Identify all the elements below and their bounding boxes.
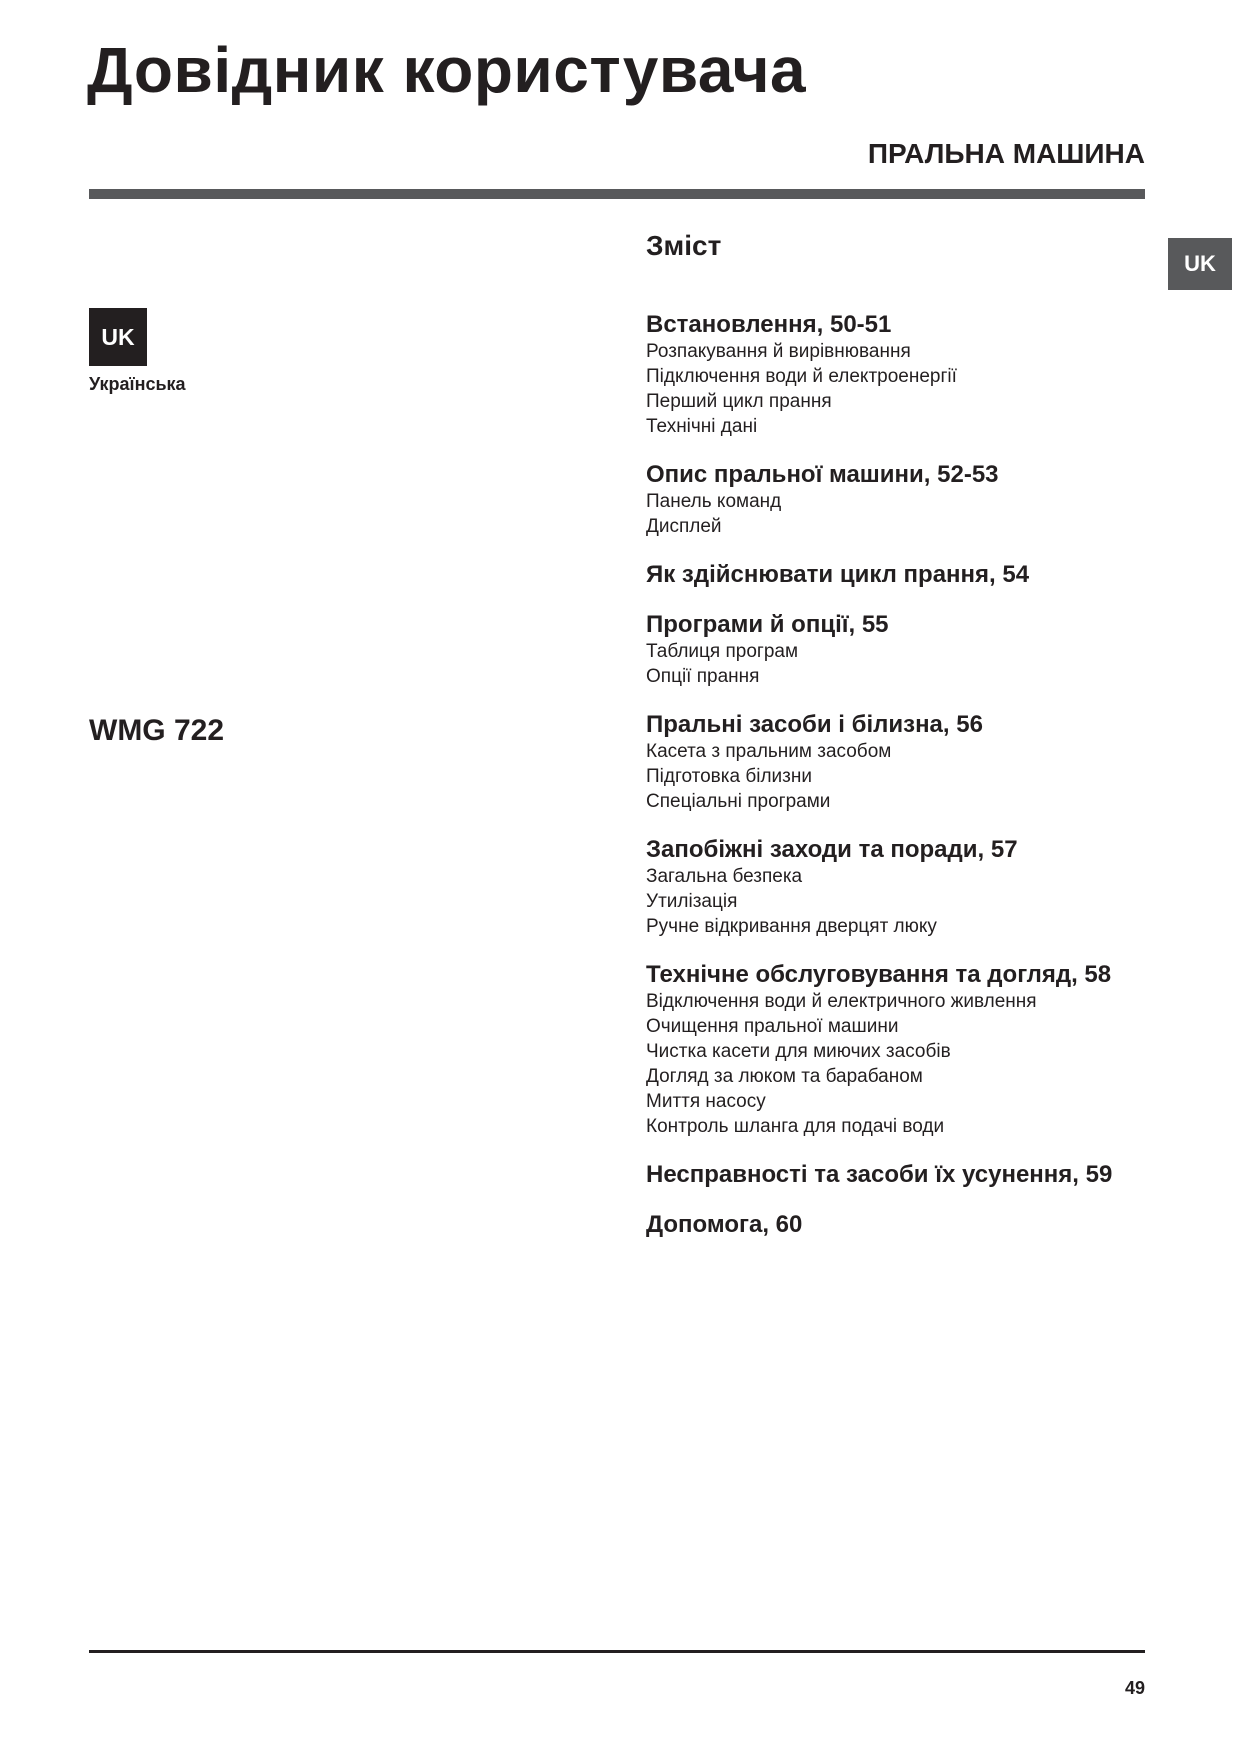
toc-subitem[interactable]: Касета з пральним засобом <box>646 741 892 762</box>
toc-subitem[interactable]: Чистка касети для миючих засобів <box>646 1041 951 1062</box>
toc-section <box>646 835 1166 939</box>
toc-section-title[interactable]: Встановлення, 50-51 <box>646 311 892 338</box>
toc-section <box>646 610 1166 689</box>
toc-subitem[interactable]: Спеціальні програми <box>646 791 831 812</box>
toc-subitem[interactable]: Миття насосу <box>646 1091 766 1112</box>
toc-subitem-list <box>646 739 1166 814</box>
header-divider <box>89 189 1145 199</box>
toc-section-title[interactable]: Технічне обслуговування та догляд, 58 <box>646 961 1112 988</box>
toc-subitem[interactable]: Підключення води й електроенергії <box>646 366 957 387</box>
page-title: Довідник користувача <box>87 34 807 106</box>
toc-subitem-list <box>646 489 1166 539</box>
toc-section-title[interactable]: Допомога, 60 <box>646 1211 803 1238</box>
toc-heading: Зміст <box>646 230 722 261</box>
toc-section <box>646 960 1166 1139</box>
toc-subitem[interactable]: Опції прання <box>646 666 760 687</box>
toc-subitem[interactable]: Перший цикл прання <box>646 391 832 412</box>
toc-section-title[interactable]: Як здійснювати цикл прання, 54 <box>646 561 1030 588</box>
toc-subitem-list <box>646 639 1166 689</box>
toc-section <box>646 710 1166 814</box>
toc-section-title[interactable]: Програми й опції, 55 <box>646 611 889 638</box>
table-of-contents <box>646 310 1166 1260</box>
toc-subitem[interactable]: Ручне відкривання дверцят люку <box>646 916 937 937</box>
toc-subitem[interactable]: Розпакування й вирівнювання <box>646 341 911 362</box>
language-badge: UK <box>89 308 147 366</box>
toc-subitem[interactable]: Утилізація <box>646 891 738 912</box>
toc-subitem[interactable]: Догляд за люком та барабаном <box>646 1066 923 1087</box>
toc-subitem[interactable]: Підготовка білизни <box>646 766 812 787</box>
toc-section <box>646 1210 1166 1239</box>
toc-subitem[interactable]: Очищення пральної машини <box>646 1016 899 1037</box>
toc-subitem[interactable]: Відключення води й електричного живлення <box>646 991 1037 1012</box>
language-name: Українська <box>89 374 186 394</box>
toc-subitem-list <box>646 864 1166 939</box>
toc-section-title[interactable]: Опис пральної машини, 52-53 <box>646 461 999 488</box>
toc-subitem[interactable]: Загальна безпека <box>646 866 803 887</box>
toc-section <box>646 460 1166 539</box>
toc-section <box>646 560 1166 589</box>
toc-section <box>646 1160 1166 1189</box>
model-number: WMG 722 <box>89 714 225 747</box>
toc-section-title[interactable]: Запобіжні заходи та поради, 57 <box>646 836 1018 863</box>
document-subtitle: ПРАЛЬНА МАШИНА <box>867 138 1145 169</box>
toc-section <box>646 310 1166 439</box>
toc-subitem[interactable]: Дисплей <box>646 516 722 537</box>
page-number: 49 <box>1124 1678 1145 1698</box>
toc-subitem-list <box>646 989 1166 1139</box>
toc-section-title[interactable]: Пральні засоби і білизна, 56 <box>646 711 983 738</box>
toc-subitem-list <box>646 339 1166 439</box>
toc-subitem[interactable]: Таблиця програм <box>646 641 799 662</box>
toc-subitem[interactable]: Контроль шланга для подачі води <box>646 1116 945 1137</box>
toc-section-title[interactable]: Несправності та засоби їх усунення, 59 <box>646 1161 1113 1188</box>
footer-divider <box>89 1650 1145 1653</box>
toc-subitem[interactable]: Технічні дані <box>646 416 758 437</box>
language-side-tab: UK <box>1168 238 1232 290</box>
toc-subitem[interactable]: Панель команд <box>646 491 782 512</box>
